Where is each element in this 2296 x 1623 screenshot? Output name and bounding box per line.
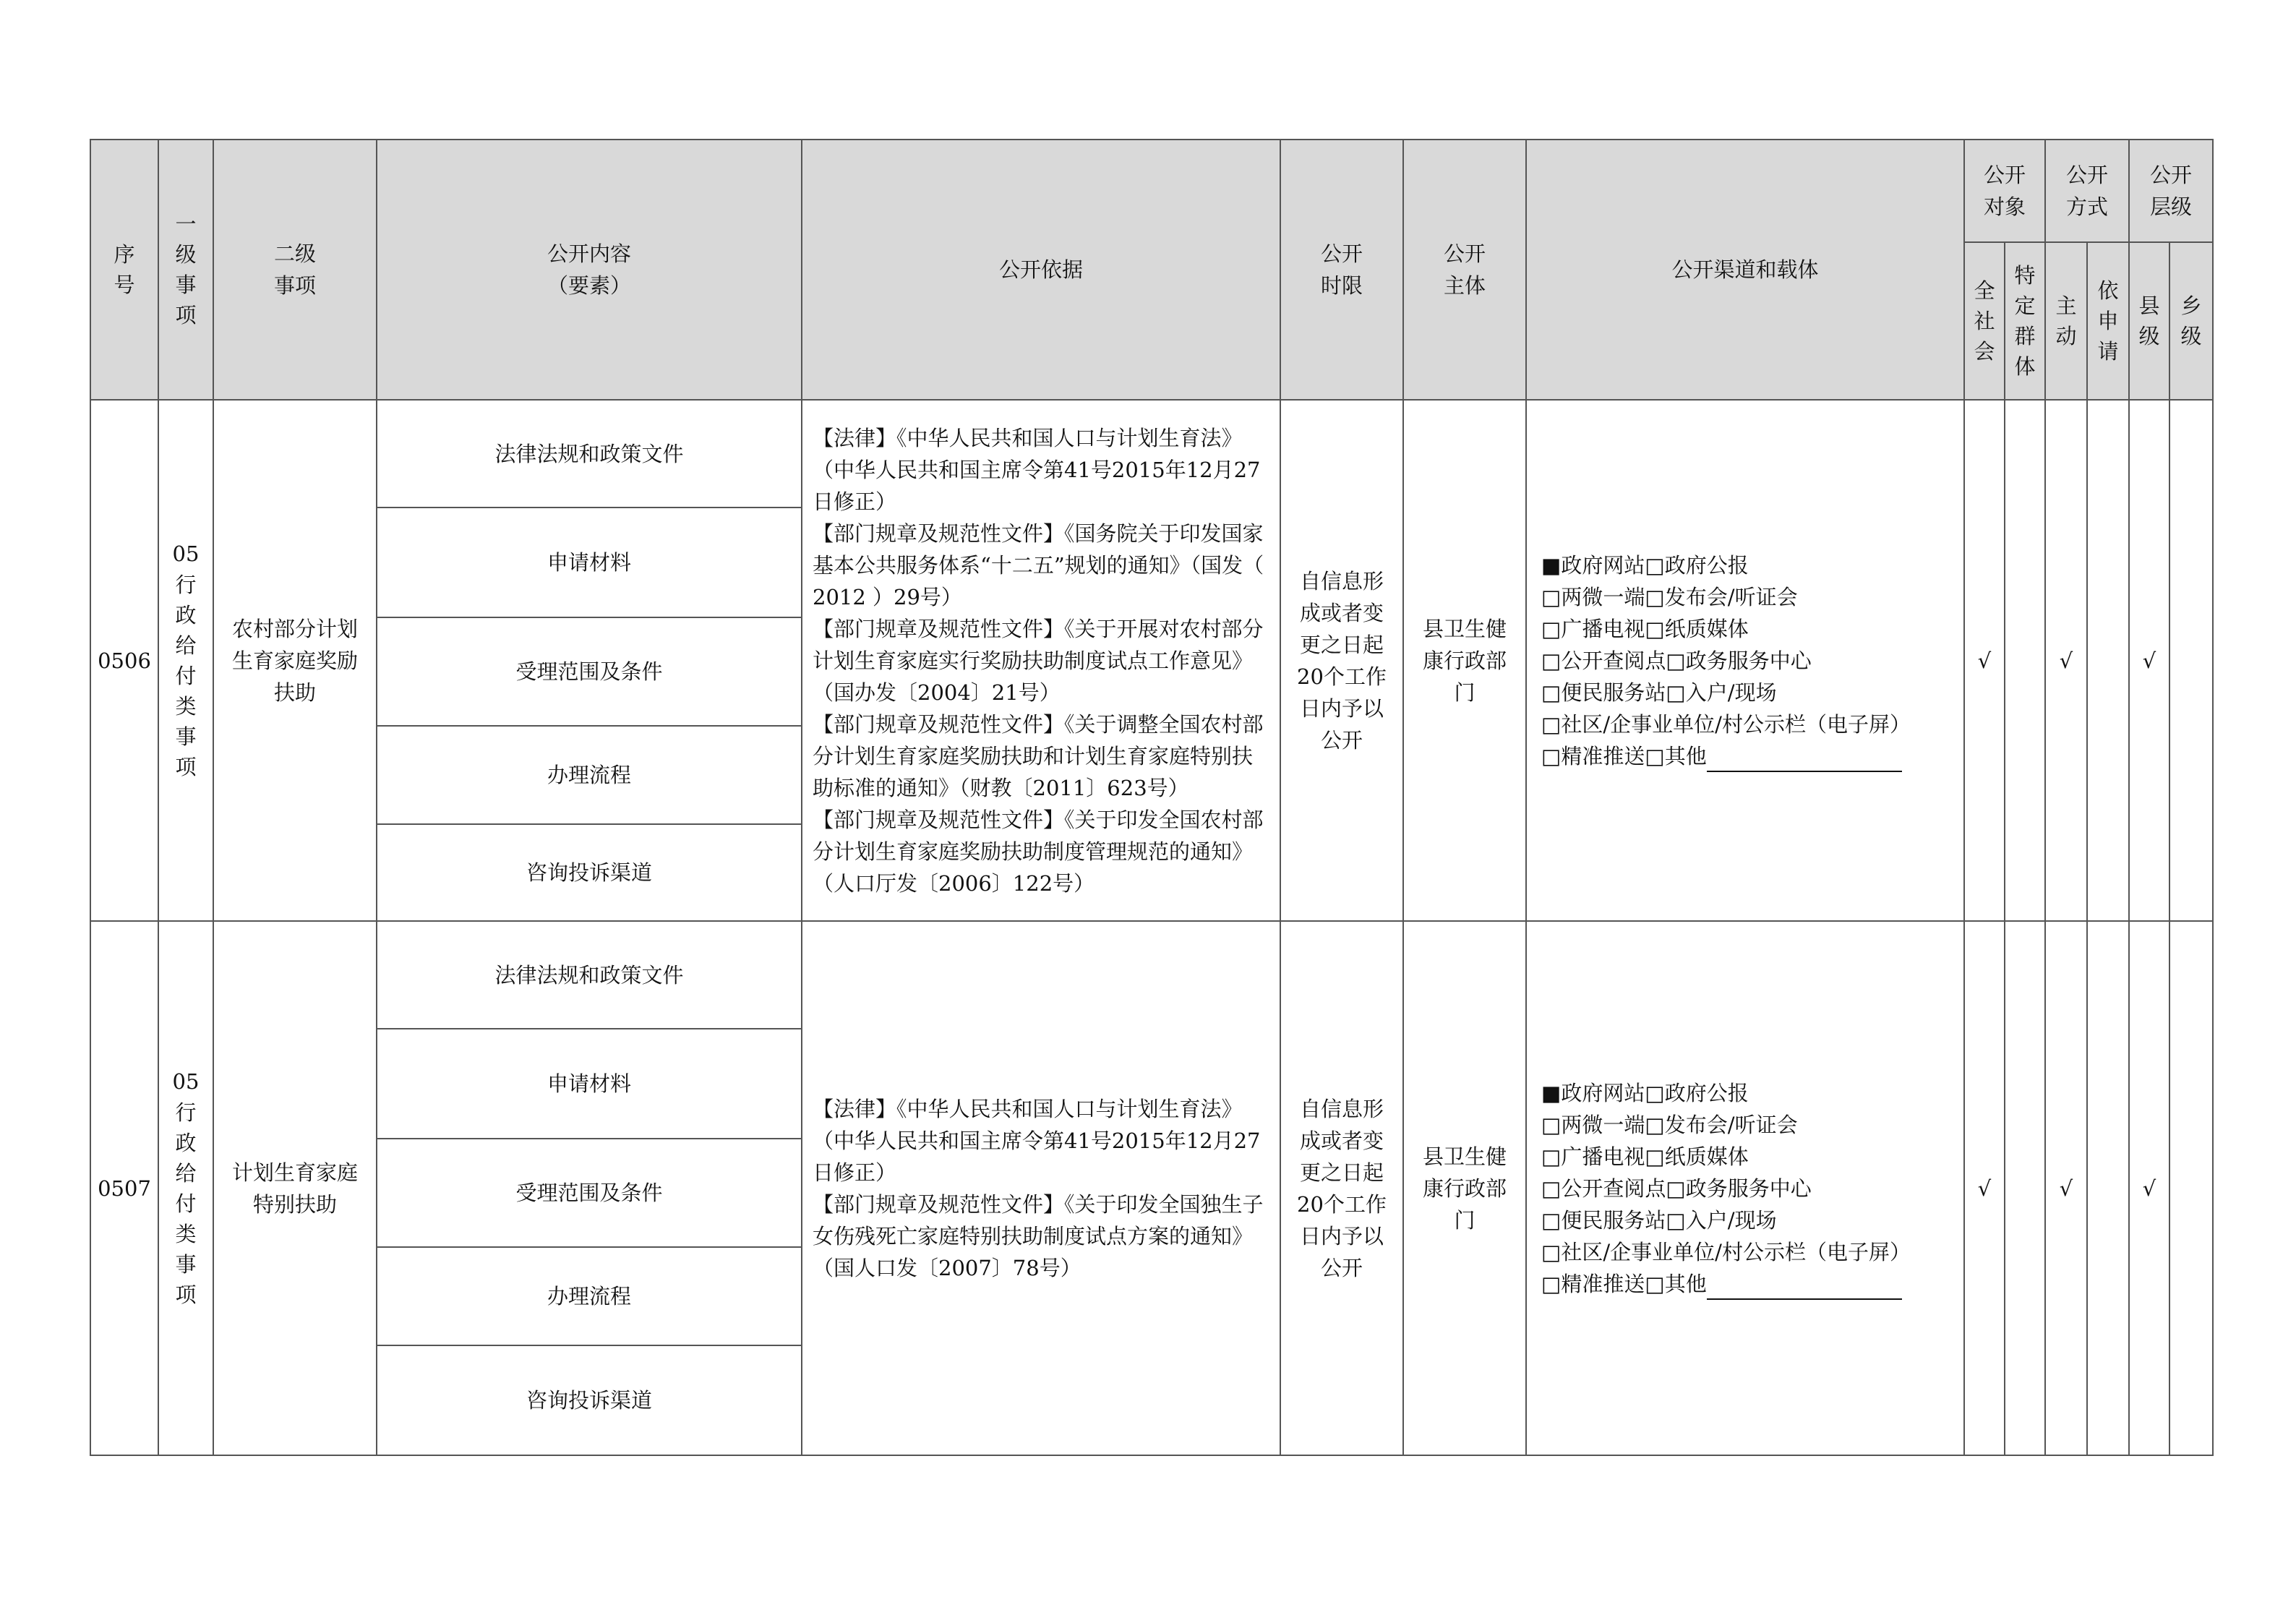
check-target-specific	[2005, 921, 2045, 1455]
channel-line: □两微一端□发布会/听证会	[1541, 584, 1798, 609]
check-level-town	[2169, 921, 2213, 1455]
check-method-request	[2087, 921, 2129, 1455]
row-0506	[90, 400, 2213, 921]
channels-cell	[1526, 400, 1964, 921]
channel-line: ■政府网站□政府公报	[1541, 1080, 1749, 1105]
header-method-active: 主动	[2045, 242, 2087, 400]
channel-line: □精准推送□其他	[1541, 740, 1963, 772]
check-method-active: √	[2045, 921, 2087, 1455]
header-time-limit: 公开 时限	[1280, 140, 1403, 400]
header-basis: 公开依据	[802, 140, 1280, 400]
content-item: 法律法规和政策文件	[377, 400, 802, 508]
disclosure-table	[90, 139, 2214, 1456]
basis-entry: 【法律】《中华人民共和国人口与计划生育法》（中华人民共和国主席令第41号2015年12月27日修正）	[813, 425, 1261, 514]
time-limit-cell: 自信息形成或者变更之日起20个工作日内予以公开	[1280, 921, 1403, 1455]
level1-cell: 05 行政给付类事项	[158, 400, 213, 921]
header-target-all: 全社会	[1964, 242, 2005, 400]
channel-line: □社区/企事业单位/村公示栏（电子屏）	[1541, 1239, 1911, 1264]
content-item: 办理流程	[377, 726, 802, 824]
other-blank-line	[1707, 749, 1902, 772]
channel-line: □广播电视□纸质媒体	[1541, 616, 1749, 641]
seq-cell: 0506	[90, 400, 158, 921]
content-item: 办理流程	[377, 1247, 802, 1345]
content-item: 申请材料	[377, 508, 802, 617]
table-header	[90, 140, 2213, 400]
header-method-request: 依申请	[2087, 242, 2129, 400]
channel-line: □公开查阅点□政务服务中心	[1541, 648, 1812, 673]
content-item: 法律法规和政策文件	[377, 921, 802, 1029]
check-level-town	[2169, 400, 2213, 921]
seq-cell: 0507	[90, 921, 158, 1455]
level2-cell: 农村部分计划生育家庭奖励扶助	[213, 400, 377, 921]
subject-cell: 县卫生健康行政部门	[1403, 400, 1526, 921]
header-channel: 公开渠道和载体	[1526, 140, 1964, 400]
channel-line: ■政府网站□政府公报	[1541, 552, 1749, 578]
basis-entry: 【部门规章及规范性文件】《关于印发全国独生子女伤残死亡家庭特别扶助制度试点方案的通知》（国人口发〔2007〕78号）	[813, 1191, 1264, 1280]
basis-entry: 【部门规章及规范性文件】《国务院关于印发国家基本公共服务体系“十二五”规划的通知》（国发（ 2012 ）29号）	[813, 521, 1271, 609]
basis-cell	[802, 921, 1280, 1455]
level1-cell: 05 行政给付类事项	[158, 921, 213, 1455]
header-seq: 序号	[90, 140, 158, 400]
content-item: 咨询投诉渠道	[377, 1345, 802, 1455]
channel-line: □两微一端□发布会/听证会	[1541, 1112, 1798, 1137]
other-blank-line	[1707, 1277, 1902, 1300]
check-method-active: √	[2045, 400, 2087, 921]
check-target-all: √	[1964, 400, 2005, 921]
basis-entry: 【部门规章及规范性文件】《关于调整全国农村部分计划生育家庭奖励扶助和计划生育家庭特别扶助标准的通知》（财教〔2011〕623号）	[813, 711, 1264, 800]
basis-entry: 【部门规章及规范性文件】《关于印发全国农村部分计划生育家庭奖励扶助制度管理规范的通知》（人口厅发〔2006〕122号）	[813, 807, 1264, 896]
check-level-county: √	[2129, 400, 2169, 921]
content-item: 受理范围及条件	[377, 617, 802, 726]
time-limit-cell: 自信息形成或者变更之日起20个工作日内予以公开	[1280, 400, 1403, 921]
channel-line: □广播电视□纸质媒体	[1541, 1144, 1749, 1169]
header-level-town: 乡级	[2169, 242, 2213, 400]
channel-line: □便民服务站□入户/现场	[1541, 1207, 1777, 1233]
header-level1: 一级事项	[158, 140, 213, 400]
channel-line: □便民服务站□入户/现场	[1541, 680, 1777, 705]
channel-line: □公开查阅点□政务服务中心	[1541, 1176, 1812, 1201]
content-item: 受理范围及条件	[377, 1139, 802, 1247]
header-subject: 公开 主体	[1403, 140, 1526, 400]
header-method-group: 公开方式	[2045, 140, 2129, 242]
content-item: 申请材料	[377, 1029, 802, 1139]
check-method-request	[2087, 400, 2129, 921]
basis-entry: 【法律】《中华人民共和国人口与计划生育法》（中华人民共和国主席令第41号2015年12月27日修正）	[813, 1096, 1261, 1185]
header-level-group: 公开层级	[2129, 140, 2213, 242]
level2-cell: 计划生育家庭特别扶助	[213, 921, 377, 1455]
header-target-group: 公开对象	[1964, 140, 2045, 242]
header-level2: 二级 事项	[213, 140, 377, 400]
check-target-specific	[2005, 400, 2045, 921]
content-item: 咨询投诉渠道	[377, 824, 802, 921]
check-target-all: √	[1964, 921, 2005, 1455]
header-target-specific: 特定群体	[2005, 242, 2045, 400]
check-level-county: √	[2129, 921, 2169, 1455]
header-content: 公开内容 （要素）	[377, 140, 802, 400]
basis-entry: 【部门规章及规范性文件】《关于开展对农村部分计划生育家庭实行奖励扶助制度试点工作意见》（国办发〔2004〕21号）	[813, 616, 1264, 705]
channels-cell	[1526, 921, 1964, 1455]
row-0507	[90, 921, 2213, 1455]
channel-line: □社区/企事业单位/村公示栏（电子屏）	[1541, 711, 1911, 737]
basis-cell	[802, 400, 1280, 921]
subject-cell: 县卫生健康行政部门	[1403, 921, 1526, 1455]
header-level-county: 县级	[2129, 242, 2169, 400]
channel-line: □精准推送□其他	[1541, 1268, 1963, 1300]
